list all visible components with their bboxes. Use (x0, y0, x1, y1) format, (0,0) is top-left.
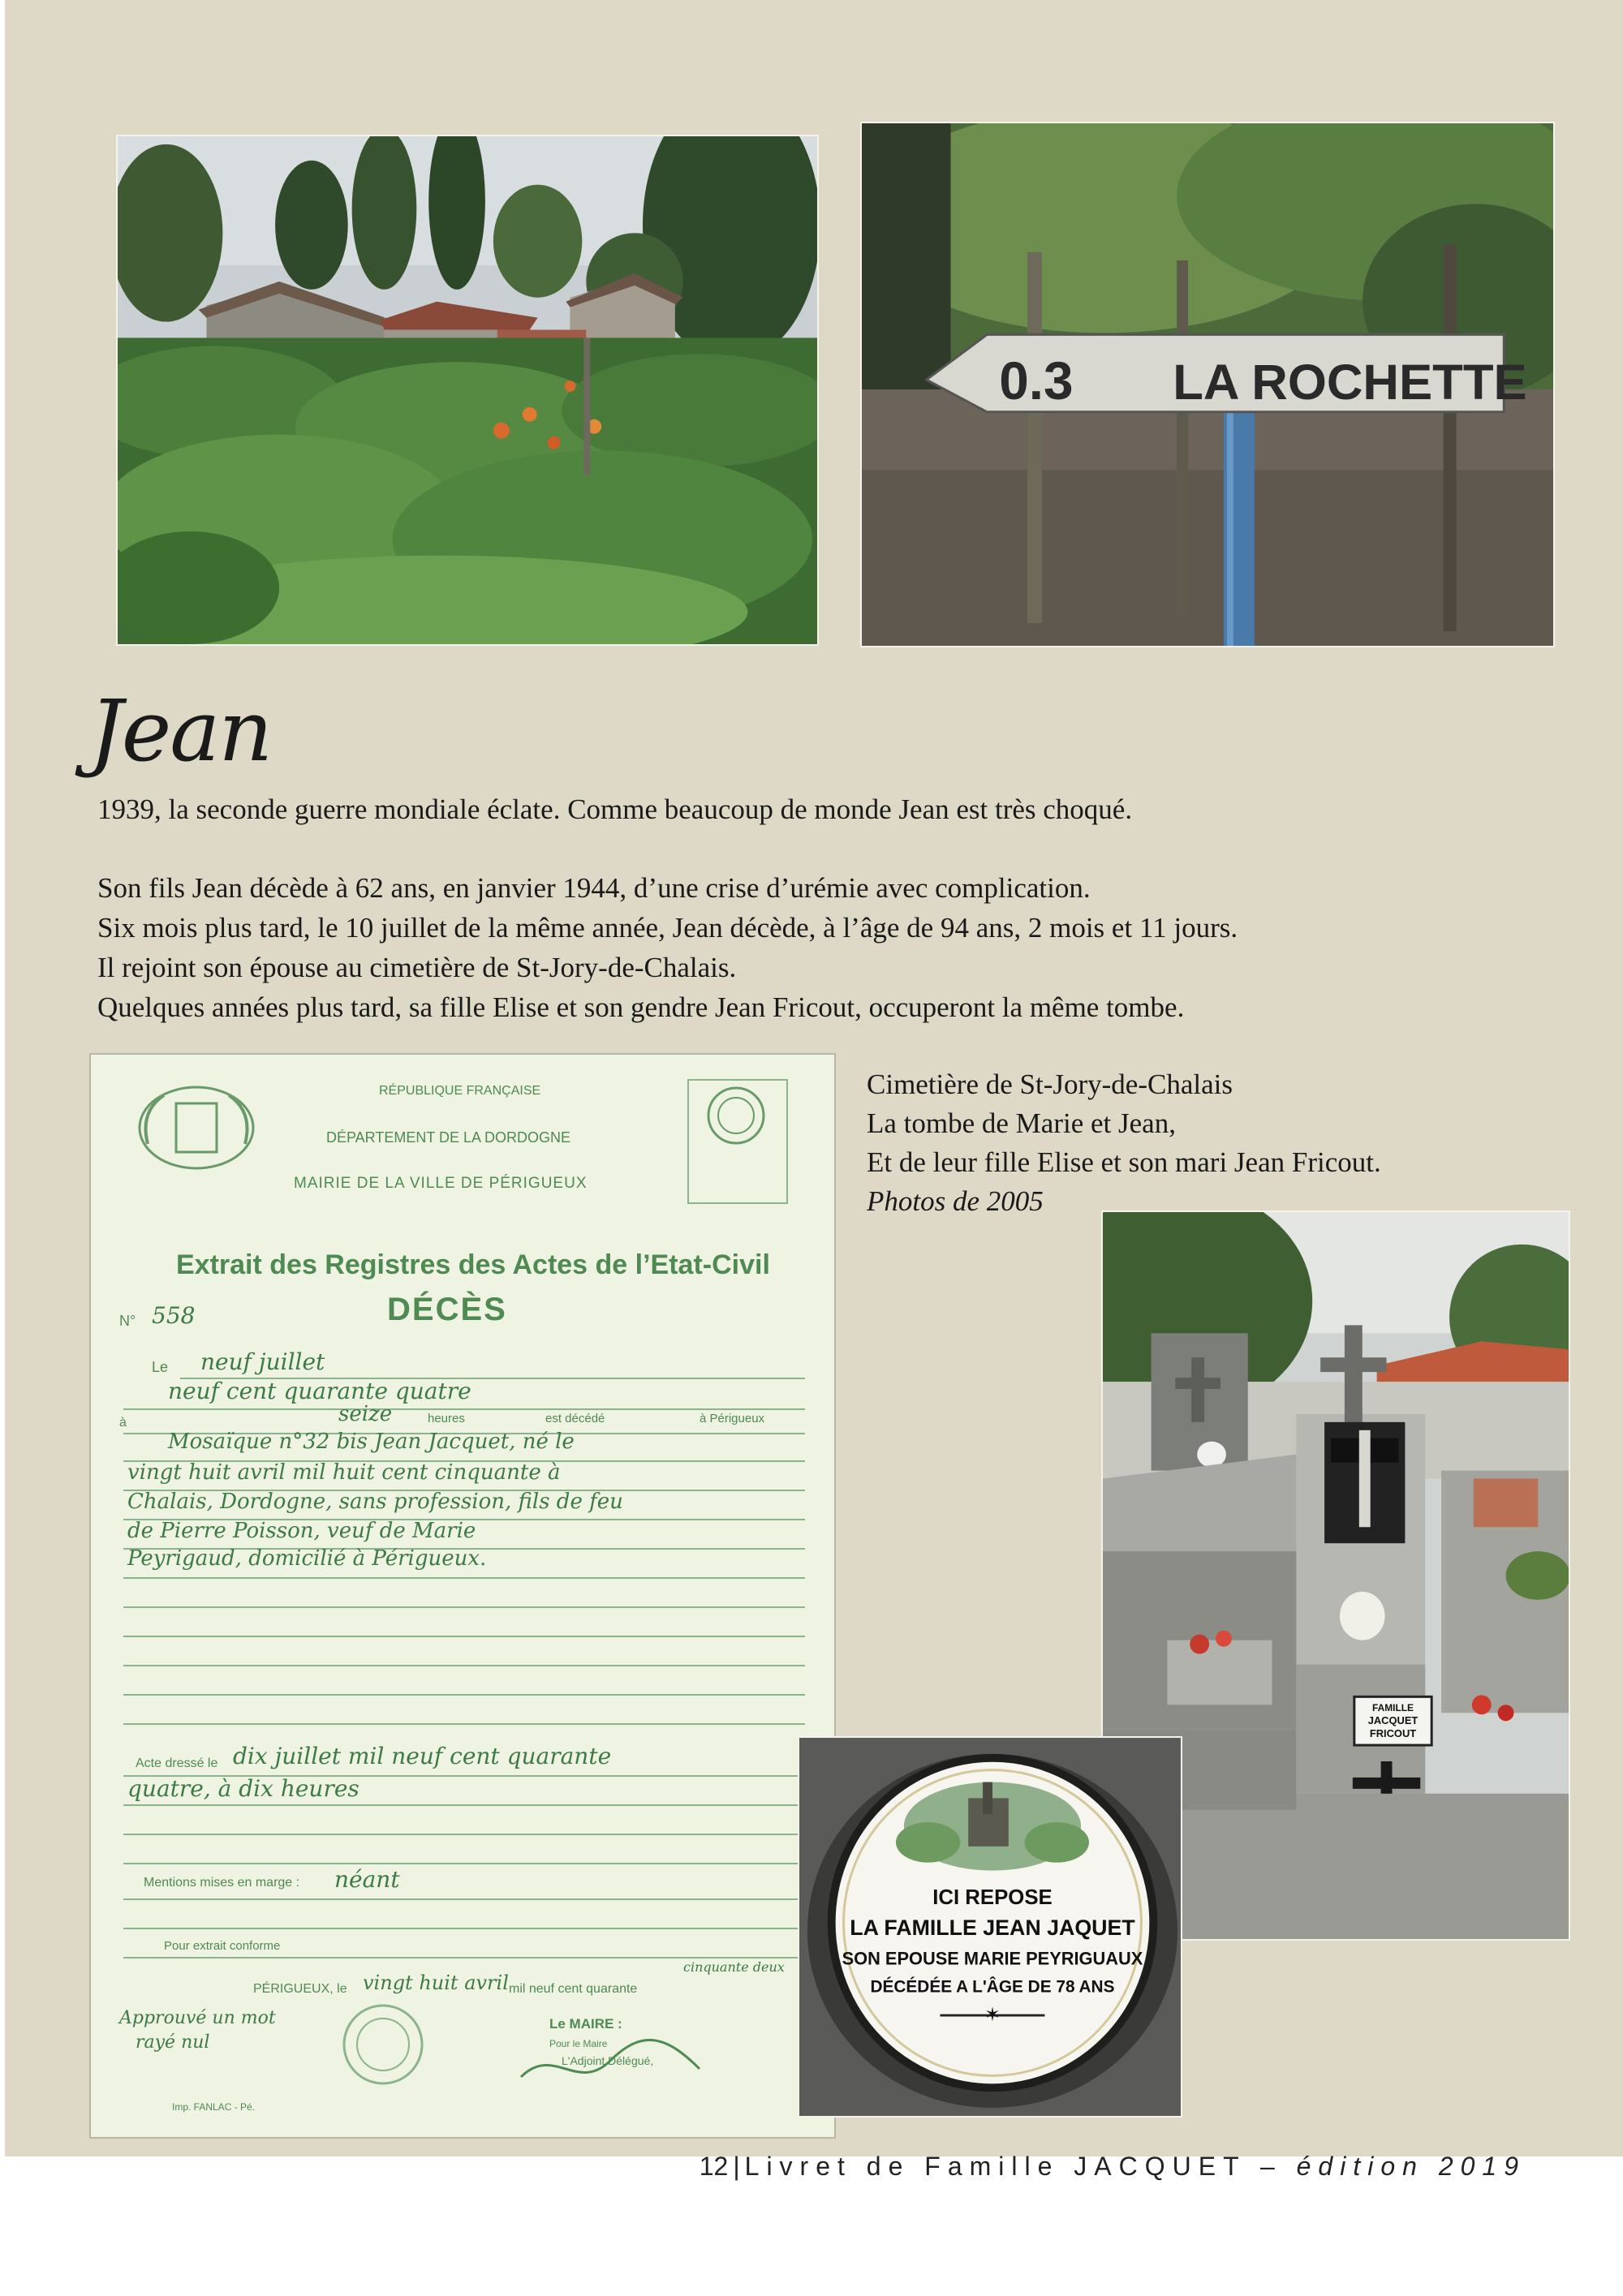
doc-pour-maire: Pour le Maire (549, 2038, 608, 2049)
doc-mairie: MAIRIE DE LA VILLE DE PÉRIGUEUX (294, 1175, 588, 1192)
doc-subtitle: DÉCÈS (387, 1292, 507, 1327)
stamp-seal-icon (691, 1083, 781, 1148)
farm-photo (116, 135, 819, 646)
caption-line-1: Cimetière de St-Jory-de-Chalais (867, 1068, 1233, 1100)
official-seal-icon (334, 2000, 432, 2089)
doc-cinq-hw: cinquante deux (683, 1959, 785, 1975)
coat-of-arms-icon (131, 1079, 261, 1176)
doc-heures-hw: seize (338, 1402, 393, 1426)
grave-sign-line-2: JACQUET (1367, 1714, 1419, 1727)
doc-perigueux-label: PÉRIGUEUX, le (253, 1982, 347, 1996)
plaque-line-3: SON EPOUSE MARIE PEYRIGUAUX (842, 1948, 1143, 1969)
doc-line3-hw: Mosaïque n°32 bis Jean Jacquet, né le (168, 1430, 575, 1454)
doc-title: Extrait des Registres des Actes de l’Etat-Civil (176, 1249, 770, 1280)
doc-le-label: Le (152, 1359, 169, 1375)
doc-acte-label: Acte dressé le (136, 1756, 218, 1770)
footer-edition: édition 2019 (1296, 2152, 1526, 2181)
doc-nul-hw: rayé nul (136, 2032, 210, 2053)
doc-a-label: à (119, 1416, 127, 1430)
signature-mark (513, 2028, 708, 2101)
doc-extrait-label: Pour extrait conforme (164, 1939, 281, 1953)
ornament-star-icon: ✶ (984, 2003, 1001, 2027)
plaque-line-1: ICI REPOSE (932, 1886, 1053, 1910)
plaque-line-2: LA FAMILLE JEAN JAQUET (850, 1915, 1135, 1940)
doc-mentions-label: Mentions mises en marge : (144, 1876, 300, 1890)
doc-line5-hw: Chalais, Dordogne, sans profession, fils de feu (127, 1490, 623, 1514)
doc-date-hw: neuf juillet (200, 1348, 325, 1375)
doc-number: 558 (152, 1302, 196, 1329)
grave-plaque-photo (798, 1736, 1182, 2118)
section-heading: Jean (89, 681, 272, 780)
doc-line7-hw: Peyrigaud, domicilié à Périgueux. (127, 1546, 487, 1571)
doc-mil-label: mil neuf cent quarante (509, 1982, 638, 1996)
doc-maire-label: Le MAIRE : (549, 2016, 622, 2032)
doc-adjoint: L'Adjoint Délégué, (562, 2054, 654, 2067)
paragraph-2: Son fils Jean décède à 62 ans, en janvier 1944, d’une crise d’urémie avec complication. (97, 872, 1091, 904)
grave-sign-line-1: FAMILLE (1372, 1702, 1414, 1714)
footer-separator: | (733, 2152, 740, 2181)
grave-sign-line-3: FRICOUT (1369, 1727, 1417, 1740)
doc-departement: DÉPARTEMENT DE LA DORDOGNE (326, 1129, 571, 1146)
doc-line4-hw: vingt huit avril mil huit cent cinquante à (127, 1460, 561, 1485)
death-certificate-scan (89, 1053, 836, 2139)
doc-acte2-hw: quatre, à dix heures (127, 1775, 359, 1802)
doc-place-label: à Périgueux (700, 1412, 765, 1425)
doc-perigueux-hw: vingt huit avril (363, 1971, 509, 1994)
doc-number-label: N° (119, 1313, 136, 1329)
paragraph-3: Six mois plus tard, le 10 juillet de la même année, Jean décède, à l’âge de 94 ans, 2 mois et 11 jours. (97, 912, 1238, 944)
doc-acte-hw: dix juillet mil neuf cent quarante (233, 1743, 612, 1769)
doc-deces-label: est décédé (545, 1412, 605, 1425)
paragraph-4: Il rejoint son épouse au cimetière de St-Jory-de-Chalais. (97, 952, 737, 983)
doc-approuve-hw: Approuvé un mot (119, 2008, 276, 2028)
doc-republique: RÉPUBLIQUE FRANÇAISE (379, 1084, 541, 1098)
paragraph-5: Quelques années plus tard, sa fille Elise et son gendre Jean Fricout, occuperont la même tombe. (97, 991, 1185, 1023)
doc-line6-hw: de Pierre Poisson, veuf de Marie (127, 1519, 476, 1543)
paragraph-1: 1939, la seconde guerre mondiale éclate. Comme beaucoup de monde Jean est très choqué. (97, 793, 1133, 825)
sign-place: LA ROCHETTE (1173, 354, 1527, 411)
footer-title: Livret de Famille JACQUET – (744, 2152, 1282, 2181)
road-sign-photo (860, 122, 1555, 647)
caption-line-2: La tombe de Marie et Jean, (867, 1107, 1176, 1139)
doc-heures-label: heures (428, 1412, 465, 1425)
page-footer (700, 2152, 1526, 2182)
caption-photo-date: Photos de 2005 (867, 1185, 1044, 1217)
doc-imprimeur: Imp. FANLAC - Pé. (172, 2101, 256, 2113)
plaque-line-4: DÉCÉDÉE A L'ÂGE DE 78 ANS (870, 1977, 1115, 1997)
sign-distance: 0.3 (999, 350, 1074, 411)
caption-line-3: Et de leur fille Elise et son mari Jean Fricout. (867, 1146, 1381, 1178)
page-number: 12 (699, 2152, 729, 2181)
doc-mentions-hw: néant (334, 1866, 400, 1893)
doc-year-hw: neuf cent quarante quatre (168, 1378, 471, 1404)
